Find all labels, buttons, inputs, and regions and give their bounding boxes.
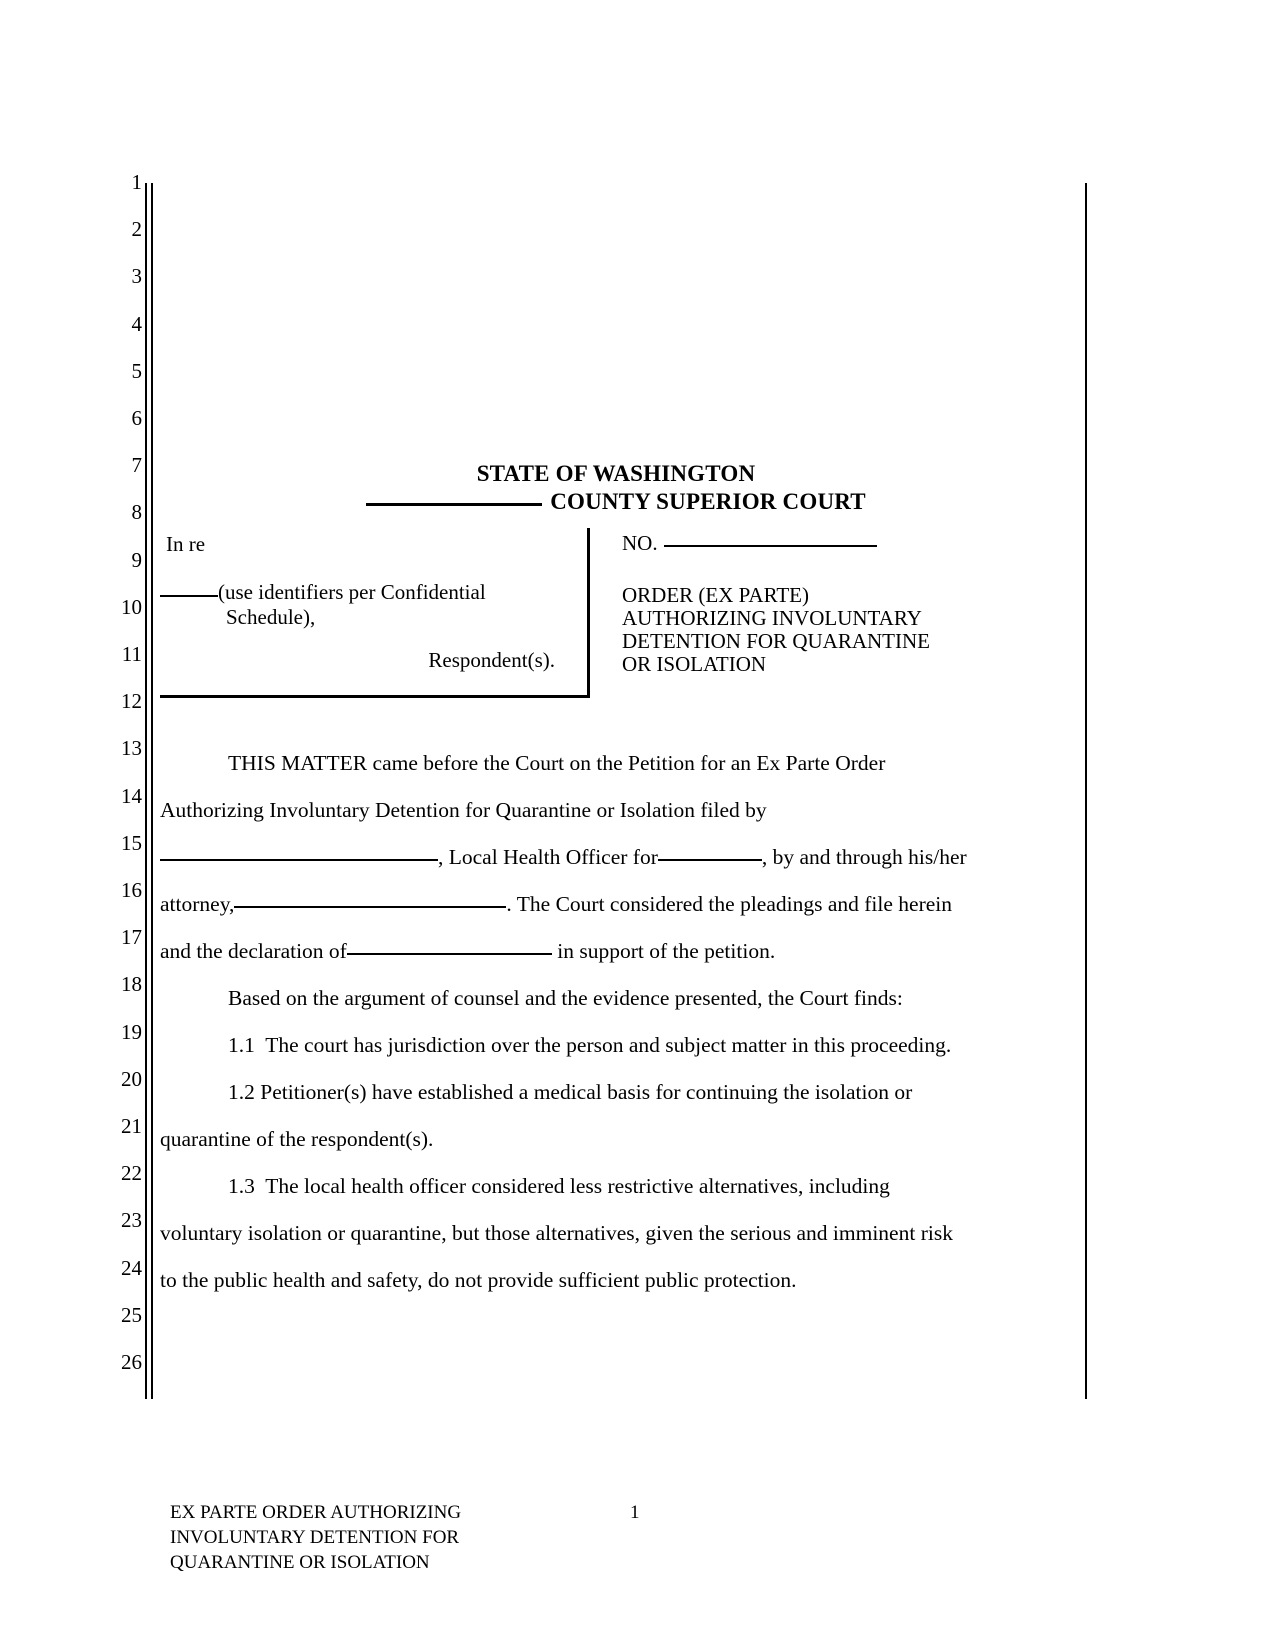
petitioner-name-field[interactable] — [160, 859, 438, 861]
line-number-22: 22 — [121, 1161, 142, 1186]
finding-1-1 — [160, 1022, 1072, 1069]
document-title-line-1: ORDER (EX PARTE) — [622, 583, 809, 607]
margin-rule-right — [1085, 183, 1087, 1399]
caption-right-column — [622, 530, 1042, 676]
health-officer-text-a: , Local Health Officer for — [438, 845, 658, 869]
finding-1-2 — [160, 1069, 1072, 1116]
finding-1-3-cont2-text: to the public health and safety, do not provide sufficient public protection. — [160, 1268, 797, 1292]
based-on-argument-text: Based on the argument of counsel and the evidence presented, the Court finds: — [228, 986, 903, 1010]
paragraph-this-matter — [160, 740, 1072, 787]
finding-1-3-text: The local health officer considered less restrictive alternatives, including — [265, 1174, 890, 1198]
line-number-17: 17 — [121, 925, 142, 950]
paragraph-declaration-line — [160, 928, 1072, 975]
declarant-name-field[interactable] — [347, 953, 552, 955]
footer-line-1: EX PARTE ORDER AUTHORIZING — [170, 1502, 462, 1523]
court-heading-county: COUNTY SUPERIOR COURT — [550, 489, 866, 514]
line-number-3: 3 — [131, 264, 142, 289]
line-number-19: 19 — [121, 1019, 142, 1044]
caption-respondent-label: Respondent(s). — [428, 648, 555, 672]
line-number-12: 12 — [121, 689, 142, 714]
line-number-14: 14 — [121, 783, 142, 808]
footer-line-3: QUARANTINE OR ISOLATION — [170, 1552, 430, 1573]
finding-1-1-text: The court has jurisdiction over the person and subject matter in this proceeding. — [265, 1033, 952, 1057]
footer-document-caption — [170, 1500, 870, 1575]
footer-line-2: INVOLUNTARY DETENTION FOR — [170, 1527, 460, 1548]
court-heading-state: STATE OF WASHINGTON — [476, 461, 756, 486]
line-number-gutter — [108, 172, 142, 1402]
line-number-21: 21 — [121, 1114, 142, 1138]
court-heading — [160, 460, 1072, 516]
caption-in-re: In re — [166, 532, 206, 556]
line-number-20: 20 — [121, 1066, 142, 1091]
line-number-8: 8 — [131, 500, 142, 525]
line-number-23: 23 — [121, 1208, 142, 1233]
finding-1-3-continuation-1 — [160, 1210, 1072, 1257]
cause-number-row — [622, 530, 1042, 556]
attorney-label: attorney, — [160, 892, 235, 916]
line-number-18: 18 — [121, 972, 142, 997]
line-number-13: 13 — [121, 736, 142, 761]
line-number-6: 6 — [131, 406, 142, 430]
body-text — [160, 740, 1072, 1304]
line-number-24: 24 — [121, 1255, 142, 1280]
caption-identifiers — [160, 580, 580, 630]
line-number-2: 2 — [131, 217, 142, 242]
declaration-label: and the declaration of — [160, 939, 347, 963]
finding-1-3-cont1-text: voluntary isolation or quarantine, but those alternatives, given the serious and imminent risk — [160, 1221, 953, 1245]
county-jurisdiction-field[interactable] — [658, 859, 762, 861]
document-title — [622, 584, 1042, 676]
caption-identifiers-line2: Schedule), — [226, 605, 316, 629]
line-number-1: 1 — [131, 170, 142, 194]
court-heading-county-line — [160, 488, 1072, 516]
line-number-15: 15 — [121, 830, 142, 855]
cause-number-field[interactable] — [664, 545, 877, 547]
caption-identifiers-line1: (use identifiers per Confidential — [218, 580, 486, 604]
finding-1-3 — [160, 1163, 1072, 1210]
line-number-5: 5 — [131, 358, 142, 383]
finding-1-1-number: 1.1 — [228, 1033, 255, 1057]
line-number-7: 7 — [131, 453, 142, 478]
line-number-25: 25 — [121, 1302, 142, 1327]
document-title-line-3: DETENTION FOR QUARANTINE — [622, 629, 930, 653]
this-matter-lead: THIS MATTER came before the Court on the Petition for an Ex Parte Order — [228, 751, 886, 775]
line-number-26: 26 — [121, 1350, 142, 1374]
margin-rule-left-outer — [145, 183, 147, 1399]
line-number-4: 4 — [131, 311, 142, 336]
paragraph-health-officer-line — [160, 834, 1072, 881]
finding-1-2-number: 1.2 — [228, 1080, 255, 1104]
line-number-10: 10 — [121, 594, 142, 619]
declaration-text-b: in support of the petition. — [557, 939, 776, 963]
page-footer — [170, 1500, 870, 1575]
health-officer-text-b: , by and through his/her — [761, 845, 967, 869]
paragraph-based-on-argument — [160, 975, 1072, 1022]
line-number-16: 16 — [121, 878, 142, 902]
line-number-9: 9 — [131, 547, 142, 572]
finding-1-2-cont-text: quarantine of the respondent(s). — [160, 1127, 434, 1151]
margin-rule-left-inner — [151, 183, 153, 1399]
finding-1-3-number: 1.3 — [228, 1174, 255, 1198]
finding-1-2-text: Petitioner(s) have established a medical basis for continuing the isolation or — [260, 1080, 913, 1104]
finding-1-2-continuation — [160, 1116, 1072, 1163]
attorney-name-field[interactable] — [234, 906, 506, 908]
paragraph-attorney-line — [160, 881, 1072, 928]
paragraph-authorizing-line — [160, 787, 1072, 834]
county-blank-field[interactable] — [366, 503, 542, 506]
authorizing-line: Authorizing Involuntary Detention for Quarantine or Isolation filed by — [160, 798, 767, 822]
line-number-11: 11 — [121, 642, 142, 666]
attorney-text-b: . The Court considered the pleadings and file herein — [506, 892, 953, 916]
document-title-line-4: OR ISOLATION — [622, 652, 767, 676]
cause-number-label: NO. — [622, 531, 658, 555]
identifier-blank-field[interactable] — [160, 595, 218, 597]
document-title-line-2: AUTHORIZING INVOLUNTARY — [622, 606, 922, 630]
finding-1-3-continuation-2 — [160, 1257, 1072, 1304]
page-number: 1 — [630, 1502, 640, 1523]
caption-box — [160, 528, 590, 698]
